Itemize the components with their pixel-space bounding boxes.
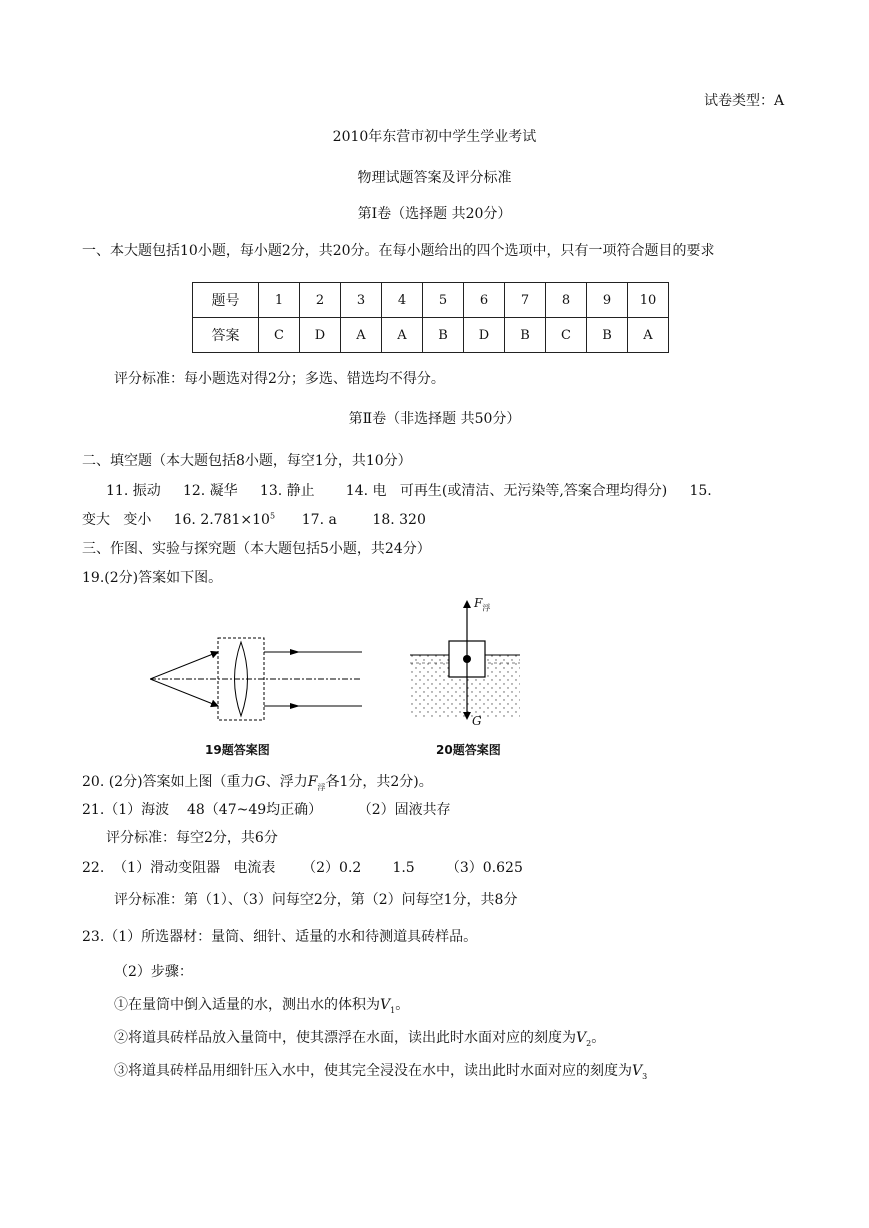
table-cell: 4 [382,283,423,318]
answer-table [192,282,669,353]
row-label: 题号 [193,283,259,318]
table-cell: 5 [423,283,464,318]
table-cell: 8 [546,283,587,318]
table-cell: 7 [505,283,546,318]
incident-ray [150,652,218,679]
table-row [193,283,669,318]
fig19-lens-diagram [150,634,365,724]
document-title: 2010年东营市初中学生学业考试 [332,129,537,145]
part1-instruction: 一、本大题包括10小题，每小题2分，共20分。在每小题给出的四个选项中，只有一项符合题目的要求 [82,243,715,259]
fig20-label-gravity: G [472,714,482,728]
table-cell: B [505,318,546,353]
table-cell: 1 [259,283,300,318]
table-cell: 3 [341,283,382,318]
q23-step-2: ②将道具砖样品放入量筒中，使其漂浮在水面，读出此时水面对应的刻度为$V_2$。 [114,1030,606,1048]
q23-step-3: ③将道具砖样品用细针压入水中，使其完全浸没在水中，读出此时水面对应的刻度为$V_3$ [114,1063,648,1081]
fig20-caption: 20题答案图 [436,743,501,757]
experiment-heading: 三、作图、实验与探究题（本大题包括5小题，共24分） [82,541,431,557]
q21-text: 21.（1）海波 48（47~49均正确） （2）固液共存 [82,802,451,818]
table-cell: A [341,318,382,353]
fill-answers-line1: 11. 振动 12. 凝华 13. 静止 14. 电 可再生(或清洁、无污染等,答案合理均得分) 15. [106,483,712,499]
table-cell: C [546,318,587,353]
q20-text: 20. (2分)答案如上图（重力G、浮力$F_浮$各1分，共2分)。 [82,774,433,792]
table-row [193,318,669,353]
q22-text: 22. （1）滑动变阻器 电流表 （2）0.2 1.5 （3）0.625 [82,860,523,876]
fig20-label-buoyancy: $F_浮$ [474,596,491,613]
fig20-buoyancy-diagram [410,598,522,728]
part1-scoring: 评分标准：每小题选对得2分；多选、错选均不得分。 [114,371,445,387]
table-cell: 10 [628,283,669,318]
table-cell: C [259,318,300,353]
q23-step-1: ①在量筒中倒入适量的水，测出水的体积为$V_1$。 [114,997,410,1015]
fig19-caption: 19题答案图 [205,743,270,757]
q19-text: 19.(2分)答案如下图。 [82,570,223,586]
part2-heading: 第Ⅱ卷（非选择题 共50分） [348,411,521,427]
q23-equipment: 23.（1）所选器材：量筒、细针、适量的水和待测道具砖样品。 [82,929,478,945]
table-cell: 9 [587,283,628,318]
table-cell: D [300,318,341,353]
q21-scoring: 评分标准：每空2分，共6分 [106,830,278,846]
table-cell: A [628,318,669,353]
paper-type: 试卷类型：A [704,93,785,109]
table-cell: 6 [464,283,505,318]
table-cell: A [382,318,423,353]
fill-answers-line2: 变大 变小 16. $2.781\times 10^5$ 17. a 18. 320 [82,511,426,528]
q22-scoring: 评分标准：第（1）、（3）问每空2分，第（2）问每空1分，共8分 [114,892,518,908]
document-subtitle: 物理试题答案及评分标准 [357,170,512,186]
incident-ray [150,679,218,706]
row-label: 答案 [193,318,259,353]
table-cell: 2 [300,283,341,318]
fill-heading: 二、填空题（本大题包括8小题，每空1分，共10分） [82,453,412,469]
part1-heading: 第Ⅰ卷（选择题 共20分） [357,206,512,222]
table-cell: D [464,318,505,353]
table-cell: B [423,318,464,353]
q23-steps-heading: （2）步骤： [114,964,193,980]
table-cell: B [587,318,628,353]
